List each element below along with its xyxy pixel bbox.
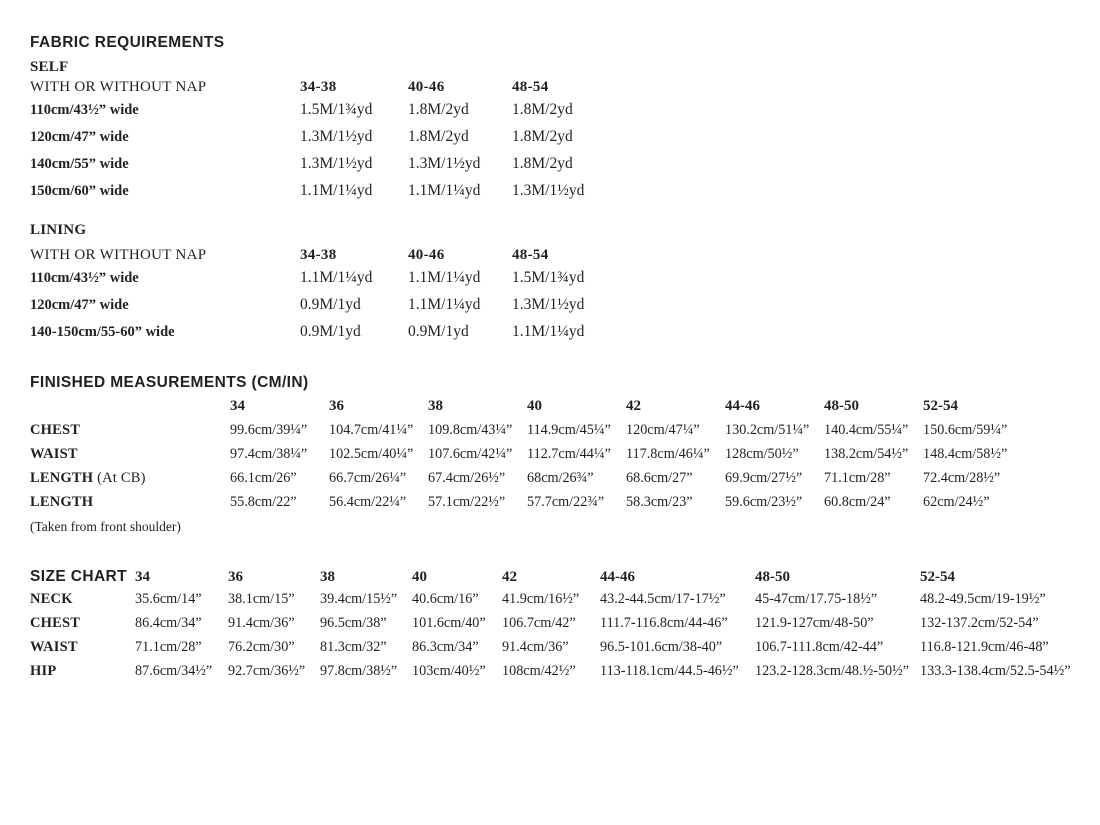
measurement-value: 68cm/26¾” [527,470,594,486]
size-col-header: 38 [428,398,443,414]
measurement-value: 128cm/50½” [725,446,799,462]
body-measurement-value: 41.9cm/16½” [502,591,580,607]
measurement-value: 102.5cm/40¼” [329,446,414,462]
body-measurement-value: 113-118.1cm/44.5-46½” [600,663,739,679]
yardage-value: 0.9M/1yd [408,323,469,340]
size-col-header: 40-46 [408,79,445,95]
measurement-value: 66.1cm/26” [230,470,297,486]
size-col-header: 40-46 [408,247,445,263]
size-col-header: 34-38 [300,79,337,95]
measurement-value: 59.6cm/23½” [725,494,803,510]
size-col-header: 52-54 [920,569,955,585]
body-measurement-value: 121.9-127cm/48-50” [755,615,874,631]
yardage-value: 1.1M/1¼yd [512,323,585,340]
body-measurement-value: 96.5cm/38” [320,615,387,631]
measurement-value: 107.6cm/42¼” [428,446,513,462]
body-measurement-value: 92.7cm/36½” [228,663,306,679]
body-measurement-value: 103cm/40½” [412,663,486,679]
lining-header-row [30,247,642,269]
measurement-label: LENGTH [30,494,94,510]
self-subtitle: SELF [30,59,69,75]
body-measurement-value: 87.6cm/34½” [135,663,213,679]
body-measurement-value: 38.1cm/15” [228,591,295,607]
measurement-value: 114.9cm/45¼” [527,422,611,438]
body-measurement-value: 96.5-101.6cm/38-40” [600,639,723,655]
measurement-value: 117.8cm/46¼” [626,446,710,462]
measurement-value: 55.8cm/22” [230,494,297,510]
size-col-header: 48-54 [512,79,549,95]
measurement-value: 150.6cm/59¼” [923,422,1008,438]
size-chart-header-row [30,568,1071,591]
table-row [30,663,1071,687]
body-measurement-label: WAIST [30,639,78,655]
body-measurement-value: 81.3cm/32” [320,639,387,655]
yardage-value: 1.8M/2yd [512,128,573,145]
measurement-value: 72.4cm/28½” [923,470,1001,486]
size-col-header: 40 [527,398,542,414]
size-chart-section [30,568,1071,687]
measurement-value: 130.2cm/51¼” [725,422,810,438]
size-col-header: 52-54 [923,398,958,414]
measurement-value: 67.4cm/26½” [428,470,506,486]
measurement-value: 66.7cm/26¼” [329,470,407,486]
table-row [30,269,642,296]
fabric-width-label: 140cm/55” wide [30,156,129,172]
nap-label: WITH OR WITHOUT NAP [30,247,207,263]
measurement-value: 104.7cm/41¼” [329,422,414,438]
lining-subtitle: LINING [30,222,87,238]
size-col-header: 34-38 [300,247,337,263]
yardage-value: 1.3M/1½yd [408,155,481,172]
nap-label: WITH OR WITHOUT NAP [30,79,207,95]
measurement-value: 58.3cm/23” [626,494,693,510]
body-measurement-value: 91.4cm/36” [228,615,295,631]
table-row [30,296,642,323]
self-header-row [30,79,642,101]
body-measurement-value: 116.8-121.9cm/46-48” [920,639,1049,655]
table-row [30,101,642,128]
fabric-width-label: 110cm/43½” wide [30,270,139,286]
yardage-value: 1.5M/1¾yd [512,269,585,286]
fabric-requirements-section [30,34,642,209]
yardage-value: 1.8M/2yd [512,155,573,172]
measurement-value: 57.7cm/22¾” [527,494,605,510]
size-col-header: 48-54 [512,247,549,263]
size-col-header: 34 [230,398,245,414]
finished-measurements-section [30,374,1022,536]
body-measurement-label: HIP [30,663,57,679]
measurement-value: 69.9cm/27½” [725,470,803,486]
body-measurement-label: NECK [30,591,73,607]
measurement-value: 62cm/24½” [923,494,990,510]
body-measurement-value: 133.3-138.4cm/52.5-54½” [920,663,1071,679]
body-measurement-value: 86.4cm/34” [135,615,202,631]
finished-measurements-title: FINISHED MEASUREMENTS (CM/IN) [30,374,309,391]
body-measurement-value: 40.6cm/16” [412,591,479,607]
size-col-header: 38 [320,569,335,585]
body-measurement-value: 45-47cm/17.75-18½” [755,591,878,607]
length-measurement-note: (Taken from front shoulder) [30,519,181,534]
size-col-header: 36 [329,398,344,414]
body-measurement-value: 108cm/42½” [502,663,576,679]
table-row [30,446,1022,470]
body-measurement-label: CHEST [30,615,81,631]
body-measurement-value: 48.2-49.5cm/19-19½” [920,591,1046,607]
size-chart-title: SIZE CHART [30,568,127,585]
table-row [30,494,1022,518]
yardage-value: 1.3M/1½yd [300,128,373,145]
fabric-width-label: 150cm/60” wide [30,183,129,199]
fabric-requirements-title: FABRIC REQUIREMENTS [30,34,225,51]
body-measurement-value: 43.2-44.5cm/17-17½” [600,591,726,607]
table-row [30,639,1071,663]
measurement-value: 140.4cm/55¼” [824,422,909,438]
fabric-width-label: 120cm/47” wide [30,297,129,313]
yardage-value: 1.3M/1½yd [300,155,373,172]
body-measurement-value: 132-137.2cm/52-54” [920,615,1039,631]
body-measurement-value: 71.1cm/28” [135,639,202,655]
yardage-value: 1.1M/1¼yd [408,182,481,199]
body-measurement-value: 106.7cm/42” [502,615,576,631]
measurement-value: 97.4cm/38¼” [230,446,308,462]
body-measurement-value: 86.3cm/34” [412,639,479,655]
size-col-header: 48-50 [824,398,859,414]
yardage-value: 1.1M/1¼yd [408,296,481,313]
finished-header-row [30,398,1022,422]
yardage-value: 1.5M/1¾yd [300,101,373,118]
yardage-value: 1.1M/1¼yd [300,269,373,286]
fabric-width-label: 120cm/47” wide [30,129,129,145]
measurement-value: 138.2cm/54½” [824,446,909,462]
body-measurement-value: 35.6cm/14” [135,591,202,607]
body-measurement-value: 101.6cm/40” [412,615,486,631]
table-row [30,422,1022,446]
size-col-header: 34 [135,569,150,585]
yardage-value: 1.1M/1¼yd [408,269,481,286]
table-row [30,323,642,350]
measurement-value: 109.8cm/43¼” [428,422,513,438]
size-col-header: 36 [228,569,243,585]
measurement-value: 148.4cm/58½” [923,446,1008,462]
measurement-value: 60.8cm/24” [824,494,891,510]
measurement-value: 112.7cm/44¼” [527,446,611,462]
body-measurement-value: 76.2cm/30” [228,639,295,655]
measurement-value: 120cm/47¼” [626,422,700,438]
table-row [30,470,1022,494]
table-row [30,155,642,182]
size-col-header: 48-50 [755,569,790,585]
body-measurement-value: 39.4cm/15½” [320,591,398,607]
measurement-value: 71.1cm/28” [824,470,891,486]
body-measurement-value: 97.8cm/38½” [320,663,398,679]
yardage-value: 1.3M/1½yd [512,182,585,199]
body-measurement-value: 91.4cm/36” [502,639,569,655]
lining-section [30,219,642,350]
measurement-label: WAIST [30,446,78,462]
body-measurement-value: 123.2-128.3cm/48.½-50½” [755,663,910,679]
measurement-value: 68.6cm/27” [626,470,693,486]
table-row [30,591,1071,615]
yardage-value: 0.9M/1yd [300,296,361,313]
yardage-value: 1.8M/2yd [512,101,573,118]
table-row [30,615,1071,639]
fabric-width-label: 110cm/43½” wide [30,102,139,118]
yardage-value: 0.9M/1yd [300,323,361,340]
body-measurement-value: 106.7-111.8cm/42-44” [755,639,884,655]
measurement-value: 56.4cm/22¼” [329,494,407,510]
measurement-value: 57.1cm/22½” [428,494,506,510]
measurement-value: 99.6cm/39¼” [230,422,308,438]
body-measurement-value: 111.7-116.8cm/44-46” [600,615,728,631]
size-col-header: 42 [626,398,641,414]
size-col-header: 42 [502,569,517,585]
size-col-header: 44-46 [725,398,760,414]
size-col-header: 44-46 [600,569,635,585]
measurement-label: LENGTH (At CB) [30,470,146,486]
measurement-label-note: (At CB) [97,470,146,486]
table-row [30,128,642,155]
size-col-header: 40 [412,569,427,585]
yardage-value: 1.3M/1½yd [512,296,585,313]
yardage-value: 1.8M/2yd [408,128,469,145]
yardage-value: 1.8M/2yd [408,101,469,118]
fabric-width-label: 140-150cm/55-60” wide [30,324,175,340]
measurement-label: CHEST [30,422,81,438]
table-row [30,182,642,209]
yardage-value: 1.1M/1¼yd [300,182,373,199]
